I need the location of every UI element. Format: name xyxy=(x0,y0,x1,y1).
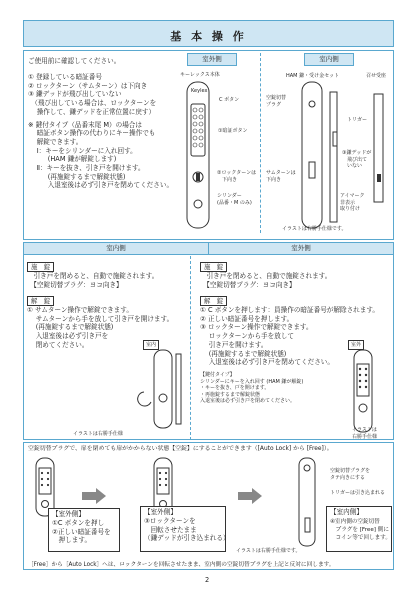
lock-text-outside: 引き戸を閉めると、自動で施錠されます。 【空錠切替プラグ：ヨコ向き】 xyxy=(206,272,332,289)
step3-text: ④室内側の空錠切替 プラグを [Free] 側に コイン等で回します。 xyxy=(330,519,391,541)
tab-inside-mid: 室内側 xyxy=(23,242,209,255)
outside-lock-illustration xyxy=(185,82,215,232)
illust-note-inside: イラストは右勝手仕様 xyxy=(73,431,123,437)
divider xyxy=(260,53,261,233)
intro-text: ご使用前に確認してください。 xyxy=(28,57,121,65)
list-item: ① 登録している暗証番号 xyxy=(28,73,102,81)
unlock-tag-outside: 解 錠 xyxy=(200,296,227,306)
side-label-inside: 室内 xyxy=(143,340,159,350)
list-item: Ⅱ：キーを抜き、引き戸を開けます。 xyxy=(28,164,145,173)
inside-unlock-illustration xyxy=(150,350,184,430)
list-item: (HAM 鎌が解錠します) xyxy=(28,155,117,164)
illust-note-bottom: イラストは右勝手仕様です。 xyxy=(236,548,301,554)
pin-buttons-label: ①暗証ボタン xyxy=(218,128,248,134)
trigger-pulled-label: トリガーは引き込まれる xyxy=(330,490,385,496)
tab-inside: 室内側 xyxy=(304,53,354,66)
arrow-icon xyxy=(238,488,262,504)
page-number: 2 xyxy=(205,576,210,584)
strike-label: 召せ受座 xyxy=(366,73,387,79)
lockturn-label: ②ロックターンは 下向き xyxy=(217,170,257,183)
list-item: ※ 鍵付タイプ（品番末尾 M）の場合は xyxy=(28,120,142,129)
plug-label: 空錠切替プラグを タテ向きにする xyxy=(330,468,371,481)
unlock-text-inside: ① サムターン操作で解錠できます。 サムターンから手を放して引き戸を開けます。 (再施錠するまで解錠状態) 入退室後は必ず引き戸を 閉めてください。 xyxy=(27,306,174,349)
bottom-heading: 空錠切替プラグで、扉を閉めても扉がかからない状態【空錠】にすることができます（[Auto Lock] から [Free]）。 xyxy=(28,446,333,452)
list-item: 操作して、鎌デッドを正常位置に戻す） xyxy=(28,107,156,116)
outside-unlock-illustration xyxy=(350,350,380,434)
unlock-text-outside: ① C ボタンを押します：員操作の暗証番号が解除されます。 ② 正しい暗証番号を押します。 ③ ロックターン操作で解錠できます。 ロックターンから手を放して 引き戸を開けます。 (再施錠するまで解錠状態) 入退室後は必ず引き戸を閉めてください。 xyxy=(200,306,380,367)
trigger-label: トリガー xyxy=(347,117,367,123)
lock-tag-inside: 施 錠 xyxy=(27,262,54,272)
step2-text: ③ロックターンを 回転させたまま （鎌デッドが引き込まれる） xyxy=(144,517,230,543)
checklist xyxy=(28,73,178,190)
list-item: 入退室後は必ず引き戸を閉めてください。 xyxy=(28,181,174,190)
lock-tag-outside: 施 錠 xyxy=(200,262,227,272)
key-note: 【鍵付タイプ】 シリンダーにキーを入れ回す (HAM 鎌が解錠) ・キーを抜き、戸を開けます。 ・再施錠するまで解錠状態 入退室後は必ず引き戸を閉めてください。 xyxy=(200,372,304,405)
list-item: ② ロックターン（サムターン）は下向き xyxy=(28,81,148,90)
unlock-tag-inside: 解 錠 xyxy=(27,296,54,306)
illustration-note: イラストは右勝手仕様です。 xyxy=(282,226,347,232)
airmark-label: アイマーク 非表示 取り付け xyxy=(340,193,365,213)
cylinder-label: シリンダー (品番・M のみ) xyxy=(217,193,252,206)
outside-brand: Keylex xyxy=(191,88,208,94)
list-item: （飛び出している場合は、ロックターンを xyxy=(28,99,157,108)
c-button-label: C ボタン xyxy=(219,97,240,103)
step2-tag: 【室外側】 xyxy=(144,508,177,516)
list-item: 暗証ボタン操作の代わりにキー操作でも xyxy=(28,129,156,138)
thumbturn-label: サムターンは 下向き xyxy=(266,170,296,183)
list-item: Ⅰ：キーをシリンダーに入れ回す。 xyxy=(28,146,137,155)
divider xyxy=(190,256,191,440)
illust-note-outside: イラストは 右勝手仕様 xyxy=(352,427,378,440)
list-item: 解錠できます。 xyxy=(28,137,83,146)
list-item: ③ 鎌デッドが飛び出していない xyxy=(28,90,122,99)
step1-tag: 【室外側】 xyxy=(52,510,85,518)
step3-illustration xyxy=(296,458,320,548)
lock-text-inside: 引き戸を閉めると、自動で施錠されます。 【空錠切替プラグ：ヨコ向き】 xyxy=(33,272,159,289)
ham-label: HAM 鎌・受け金セット xyxy=(286,73,340,79)
switch-plug-label: 空錠切替 プラグ xyxy=(266,95,287,108)
outside-unit-label: キーレックス本体 xyxy=(180,72,220,78)
tab-outside-mid: 室外側 xyxy=(208,242,394,255)
page-title: 基 本 操 作 xyxy=(170,30,247,43)
deadbolt-label: ③鎌デッドが 飛び出て いない xyxy=(342,150,372,170)
step3-tag: 【室内側】 xyxy=(330,508,363,516)
arrow-icon xyxy=(82,488,106,504)
footer-note: ［Free］から［Auto Lock］へは、ロックターンを回転させたまま、室内側の空錠切替プラグを上記と反対に回します。 xyxy=(28,562,335,568)
side-label-outside: 室外 xyxy=(348,340,364,350)
list-item: (再施錠するまで解錠状態) xyxy=(28,172,126,181)
step1-text: ①C ボタンを押し ②正しい暗証番号を 押します。 xyxy=(52,519,111,545)
title-bar xyxy=(23,20,394,47)
tab-outside: 室外側 xyxy=(187,53,237,66)
